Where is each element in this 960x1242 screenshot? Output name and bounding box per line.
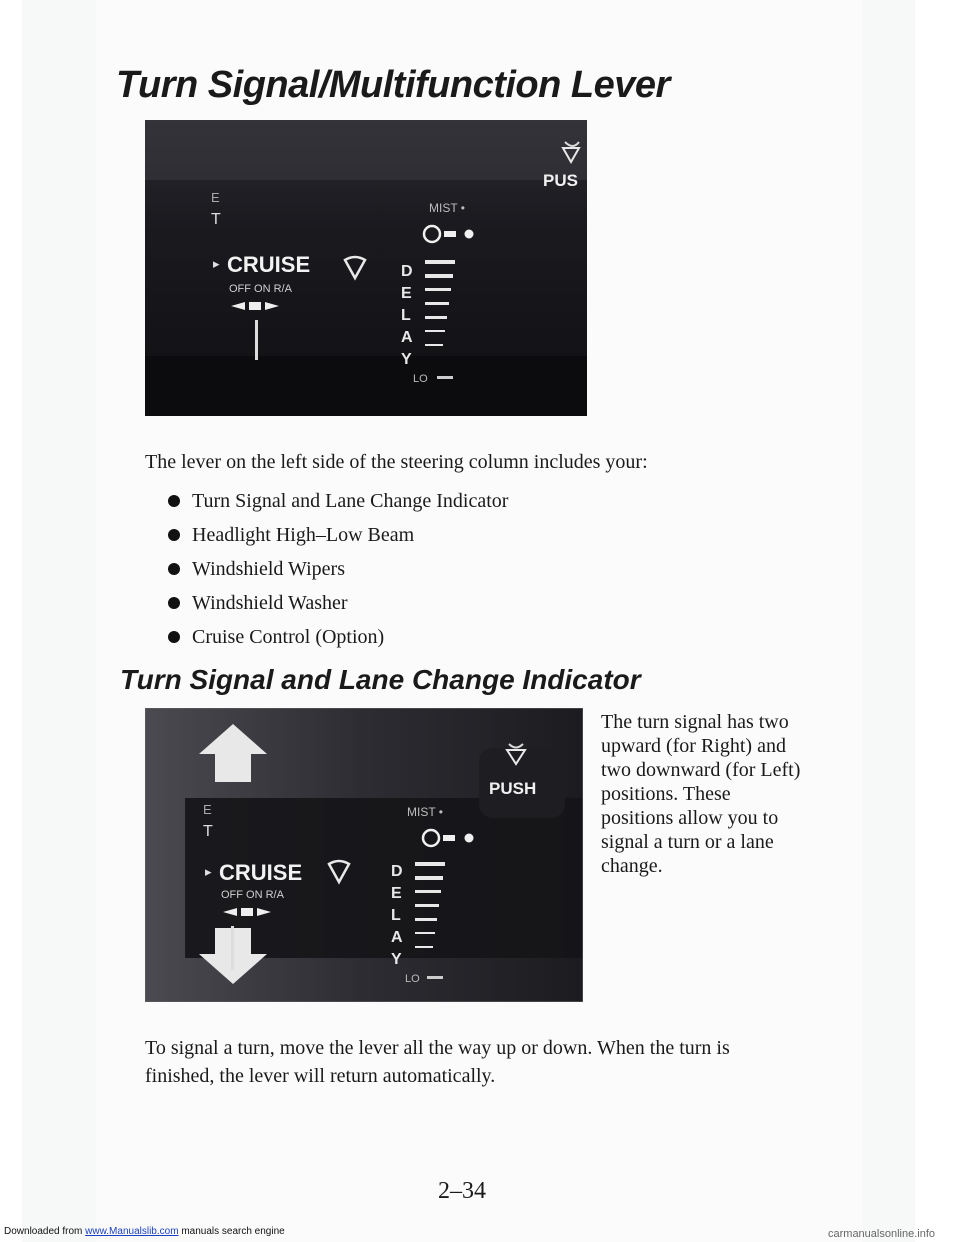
download-footer: Downloaded from www.Manualslib.com manuals search engine [4, 1226, 285, 1237]
bullet-icon [168, 631, 180, 643]
svg-text:T: T [203, 823, 213, 840]
svg-text:Y: Y [391, 951, 402, 968]
svg-text:T: T [211, 211, 221, 228]
svg-text:A: A [401, 329, 413, 346]
list-item: Cruise Control (Option) [168, 620, 508, 654]
cruise-modes-label: OFF ON R/A [221, 889, 284, 901]
turn-signal-lever-photo [145, 708, 583, 1002]
list-item: Windshield Washer [168, 586, 508, 620]
lo-label: LO [405, 973, 420, 985]
bullet-icon [168, 529, 180, 541]
bullet-icon [168, 563, 180, 575]
svg-text:A: A [391, 929, 403, 946]
svg-text:Y: Y [401, 351, 412, 368]
list-item: Windshield Wipers [168, 552, 508, 586]
svg-text:D: D [401, 263, 413, 280]
list-item: Turn Signal and Lane Change Indicator [168, 484, 508, 518]
intro-text: The lever on the left side of the steering column includes your: [145, 451, 648, 473]
svg-text:E: E [401, 285, 412, 302]
mist-label: MIST • [429, 201, 465, 215]
svg-text:L: L [401, 307, 411, 324]
feature-list [168, 484, 508, 654]
page-number: 2–34 [438, 1178, 486, 1204]
cruise-label: CRUISE [227, 252, 311, 277]
list-item: Headlight High–Low Beam [168, 518, 508, 552]
subsection-title: Turn Signal and Lane Change Indicator [120, 664, 641, 695]
svg-text:E: E [203, 802, 212, 817]
svg-text:E: E [391, 885, 402, 902]
lo-label: LO [413, 373, 428, 385]
svg-text:▸: ▸ [205, 864, 212, 879]
bullet-icon [168, 495, 180, 507]
mist-label: MIST • [407, 805, 443, 819]
svg-text:L: L [391, 907, 401, 924]
push-label: PUSH [489, 779, 537, 798]
manualslib-link[interactable]: www.Manualslib.com [85, 1226, 179, 1237]
push-label: PUS [543, 171, 578, 190]
cruise-modes-label: OFF ON R/A [229, 283, 292, 295]
turn-instructions: To signal a turn, move the lever all the way up or down. When the turn is finished, the lever will return automatically. [145, 1037, 730, 1087]
svg-text:▸: ▸ [213, 256, 220, 271]
section-title: Turn Signal/Multifunction Lever [116, 64, 670, 106]
svg-text:E: E [211, 190, 220, 205]
bullet-icon [168, 597, 180, 609]
watermark: carmanualsonline.info [828, 1228, 936, 1240]
multifunction-lever-photo [145, 120, 587, 416]
turn-signal-description: The turn signal has two upward (for Right) and two downward (for Left) positions. These positions allow you to signal a turn or a lane change. [601, 711, 801, 877]
cruise-label: CRUISE [219, 860, 303, 885]
svg-text:D: D [391, 863, 403, 880]
